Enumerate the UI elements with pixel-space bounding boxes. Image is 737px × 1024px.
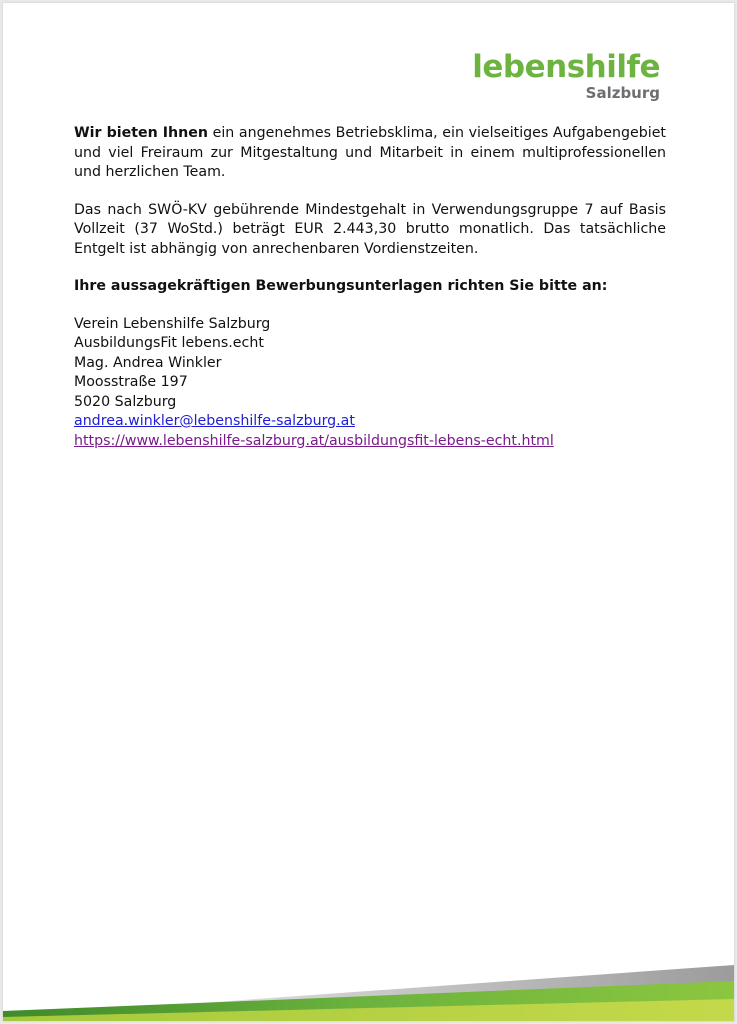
logo-name: lebenshilfe — [472, 49, 660, 85]
address-contact-name: Mag. Andrea Winkler — [74, 354, 222, 371]
lebenshilfe-logo — [472, 49, 660, 102]
address-city: 5020 Salzburg — [74, 393, 177, 410]
address-program: AusbildungsFit lebens.echt — [74, 335, 264, 351]
salary-paragraph: Das nach SWÖ-KV gebührende Mindestgehalt in Verwendungsgruppe 7 auf Basis Vollzeit (37 WoStd.) beträgt EUR 2.443,30 brutto monatlich. Das tatsächliche Entgelt ist abhängig von anrechenbaren Vordienstzeiten. — [74, 201, 666, 257]
email-link[interactable]: andrea.winkler@lebenshilfe-salzburg.at — [74, 413, 355, 429]
offer-text: ein angenehmes Betriebsklima, ein vielseitiges Aufgabengebiet und viel Freiraum zur Mitgestaltung und Mitarbeit in einem multiprofessionellen und herzlichen Team. — [74, 125, 666, 180]
address-organization: Verein Lebenshilfe Salzburg — [74, 315, 271, 332]
offer-lead: Wir bieten Ihnen — [74, 125, 208, 141]
address-street: Moosstraße 197 — [74, 374, 188, 390]
document-body — [74, 124, 666, 469]
address-block — [74, 315, 666, 452]
footer-swoosh — [3, 951, 734, 1021]
application-heading: Ihre aussagekräftigen Bewerbungsunterlagen richten Sie bitte an: — [74, 278, 608, 294]
document-page — [3, 3, 734, 1021]
website-link[interactable]: https://www.lebenshilfe-salzburg.at/ausbildungsfit-lebens-echt.html — [74, 432, 554, 449]
offer-paragraph — [74, 124, 666, 183]
logo-region: Salzburg — [585, 84, 660, 102]
